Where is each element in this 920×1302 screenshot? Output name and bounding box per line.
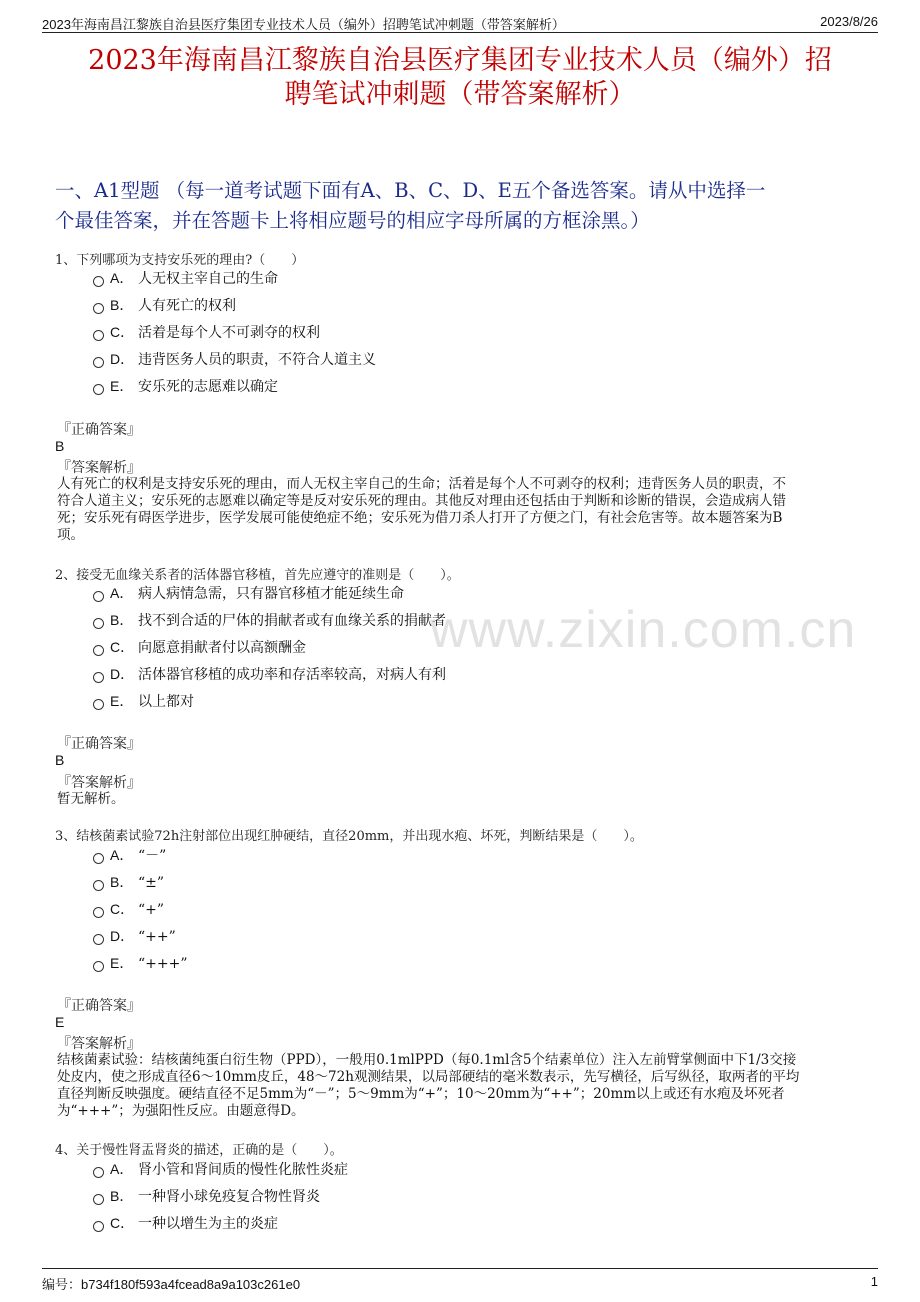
section-heading — [55, 176, 865, 236]
option-1e[interactable] — [93, 375, 278, 397]
option-4a[interactable] — [93, 1158, 348, 1180]
explanation-label: 『答案解析』 — [57, 775, 141, 791]
option-2d[interactable] — [93, 663, 446, 685]
option-text: 安乐死的志愿难以确定 — [138, 379, 278, 395]
option-text: 活体器官移植的成功率和存活率较高，对病人有利 — [138, 667, 446, 683]
option-text: 病人病情急需，只有器官移植才能延续生命 — [138, 586, 404, 602]
option-key: B． — [110, 612, 134, 628]
radio-icon[interactable] — [93, 961, 104, 972]
option-text: “+” — [138, 902, 165, 918]
option-key: C． — [110, 639, 135, 655]
option-key: D． — [110, 666, 135, 682]
option-key: D． — [110, 928, 135, 944]
option-text: 肾小管和肾间质的慢性化脓性炎症 — [138, 1162, 348, 1178]
option-key: C． — [110, 324, 135, 340]
option-key: E． — [110, 378, 134, 394]
explanation-line: 直径判断反映强度。硬结直径不足5mm为“－”；5～9mm为“+”；10～20mm为“++”；20mm以上或还有水疱及坏死者 — [57, 1086, 785, 1102]
option-text: 以上都对 — [138, 694, 194, 710]
option-3c[interactable] — [93, 898, 164, 920]
option-2e[interactable] — [93, 690, 194, 712]
option-text: “+++” — [138, 956, 188, 972]
explanation-label: 『答案解析』 — [57, 460, 141, 476]
explanation-line: 暂无解析。 — [57, 791, 125, 807]
correct-answer-2: B — [55, 752, 65, 768]
section-line-1: 一、A1型题 （每一道考试题下面有A、B、C、D、E五个备选答案。请从中选择一 — [55, 179, 766, 202]
option-text: 违背医务人员的职责，不符合人道主义 — [138, 352, 376, 368]
option-key: A． — [110, 1161, 134, 1177]
option-text: 向愿意捐献者付以高额酬金 — [138, 640, 306, 656]
radio-icon[interactable] — [93, 880, 104, 891]
option-1d[interactable] — [93, 348, 376, 370]
document-title — [42, 44, 878, 112]
question-stem-3: 3、结核菌素试验72h注射部位出现红肿硬结，直径20mm，并出现水疱、坏死，判断结果是（ ）。 — [55, 829, 643, 844]
title-line-2: 聘笔试冲刺题（带答案解析） — [284, 79, 636, 110]
option-key: C． — [110, 1215, 135, 1231]
option-4c[interactable] — [93, 1212, 278, 1234]
option-key: D． — [110, 351, 135, 367]
question-stem-2: 2、接受无血缘关系者的活体器官移植，首先应遵守的准则是（ ）。 — [55, 568, 460, 583]
explanation-line: 结核菌素试验：结核菌纯蛋白衍生物（PPD），一般用0.1mlPPD（每0.1ml含5个结素单位）注入左前臂掌侧面中下1/3交接 — [57, 1052, 797, 1068]
radio-icon[interactable] — [93, 330, 104, 341]
option-text: 活着是每个人不可剥夺的权利 — [138, 325, 320, 341]
explanation-2 — [57, 791, 859, 808]
option-text: “++” — [138, 929, 176, 945]
page-number: 1 — [870, 1274, 878, 1289]
watermark: www.zixin.com.cn — [430, 601, 857, 659]
header-date: 2023/8/26 — [820, 14, 878, 29]
option-text: 找不到合适的尸体的捐献者或有血缘关系的捐献者 — [138, 613, 446, 629]
explanation-line: 人有死亡的权利是支持安乐死的理由，而人无权主宰自己的生命；活着是每个人不可剥夺的权利；违背医务人员的职责，不 — [57, 476, 786, 492]
option-key: B． — [110, 874, 134, 890]
explanation-3 — [57, 1052, 859, 1120]
option-text: 一种以增生为主的炎症 — [138, 1216, 278, 1232]
explanation-line: 为“+++”；为强阳性反应。由题意得D。 — [57, 1103, 305, 1119]
option-3d[interactable] — [93, 925, 176, 947]
option-1c[interactable] — [93, 321, 320, 343]
option-3b[interactable] — [93, 871, 164, 893]
question-stem-1: 1、下列哪项为支持安乐死的理由?（ ） — [55, 253, 305, 268]
radio-icon[interactable] — [93, 357, 104, 368]
option-key: E． — [110, 693, 134, 709]
option-1a[interactable] — [93, 267, 278, 289]
option-text: 一种肾小球免疫复合物性肾炎 — [138, 1189, 320, 1205]
footer-code: 编号：b734f180f593a4fcead8a9a103c261e0 — [42, 1277, 301, 1292]
option-key: A． — [110, 847, 134, 863]
option-text: 人无权主宰自己的生命 — [138, 271, 278, 287]
option-1b[interactable] — [93, 294, 236, 316]
radio-icon[interactable] — [93, 618, 104, 629]
header-doc-title: 2023年海南昌江黎族自治县医疗集团专业技术人员（编外）招聘笔试冲刺题（带答案解析） — [42, 17, 565, 32]
radio-icon[interactable] — [93, 384, 104, 395]
correct-answer-label: 『正确答案』 — [57, 736, 141, 752]
option-text: “－” — [138, 848, 167, 864]
page-header — [42, 10, 878, 33]
correct-answer-label: 『正确答案』 — [57, 998, 141, 1014]
option-key: B． — [110, 1188, 134, 1204]
option-text: 人有死亡的权利 — [138, 298, 236, 314]
explanation-line: 项。 — [57, 527, 84, 543]
correct-answer-3: E — [55, 1014, 65, 1030]
section-line-2: 个最佳答案，并在答题卡上将相应题号的相应字母所属的方框涂黑。） — [55, 209, 650, 232]
option-key: A． — [110, 585, 134, 601]
radio-icon[interactable] — [93, 1194, 104, 1205]
explanation-label: 『答案解析』 — [57, 1036, 141, 1052]
option-key: C． — [110, 901, 135, 917]
explanation-line: 死；安乐死有碍医学进步，医学发展可能使绝症不绝；安乐死为借刀杀人打开了方便之门，有社会危害等。故本题答案为B — [57, 510, 783, 526]
title-line-1: 2023年海南昌江黎族自治县医疗集团专业技术人员（编外）招 — [88, 45, 832, 76]
option-key: E． — [110, 955, 134, 971]
option-3e[interactable] — [93, 952, 188, 974]
option-2b[interactable] — [93, 609, 446, 631]
question-stem-4: 4、关于慢性肾盂肾炎的描述，正确的是（ ）。 — [55, 1143, 343, 1158]
option-text: “±” — [138, 875, 165, 891]
explanation-line: 处皮内，使之形成直径6～10mm皮丘，48～72h观测结果，以局部硬结的毫米数表示，先写横径，后写纵径，取两者的平均 — [57, 1069, 800, 1085]
option-key: A． — [110, 270, 134, 286]
option-4b[interactable] — [93, 1185, 320, 1207]
radio-icon[interactable] — [93, 853, 104, 864]
radio-icon[interactable] — [93, 276, 104, 287]
radio-icon[interactable] — [93, 303, 104, 314]
radio-icon[interactable] — [93, 672, 104, 683]
explanation-line: 符合人道主义；安乐死的志愿难以确定等是反对安乐死的理由。其他反对理由还包括由于判断和诊断的错误，会造成病人错 — [57, 493, 786, 509]
correct-answer-label: 『正确答案』 — [57, 422, 141, 438]
option-2c[interactable] — [93, 636, 306, 658]
radio-icon[interactable] — [93, 934, 104, 945]
radio-icon[interactable] — [93, 1221, 104, 1232]
correct-answer-1: B — [55, 438, 65, 454]
option-2a[interactable] — [93, 582, 404, 604]
option-key: B． — [110, 297, 134, 313]
radio-icon[interactable] — [93, 1167, 104, 1178]
option-3a[interactable] — [93, 844, 166, 866]
radio-icon[interactable] — [93, 591, 104, 602]
radio-icon[interactable] — [93, 907, 104, 918]
radio-icon[interactable] — [93, 699, 104, 710]
page-footer — [42, 1268, 878, 1293]
radio-icon[interactable] — [93, 645, 104, 656]
explanation-1 — [57, 476, 859, 544]
